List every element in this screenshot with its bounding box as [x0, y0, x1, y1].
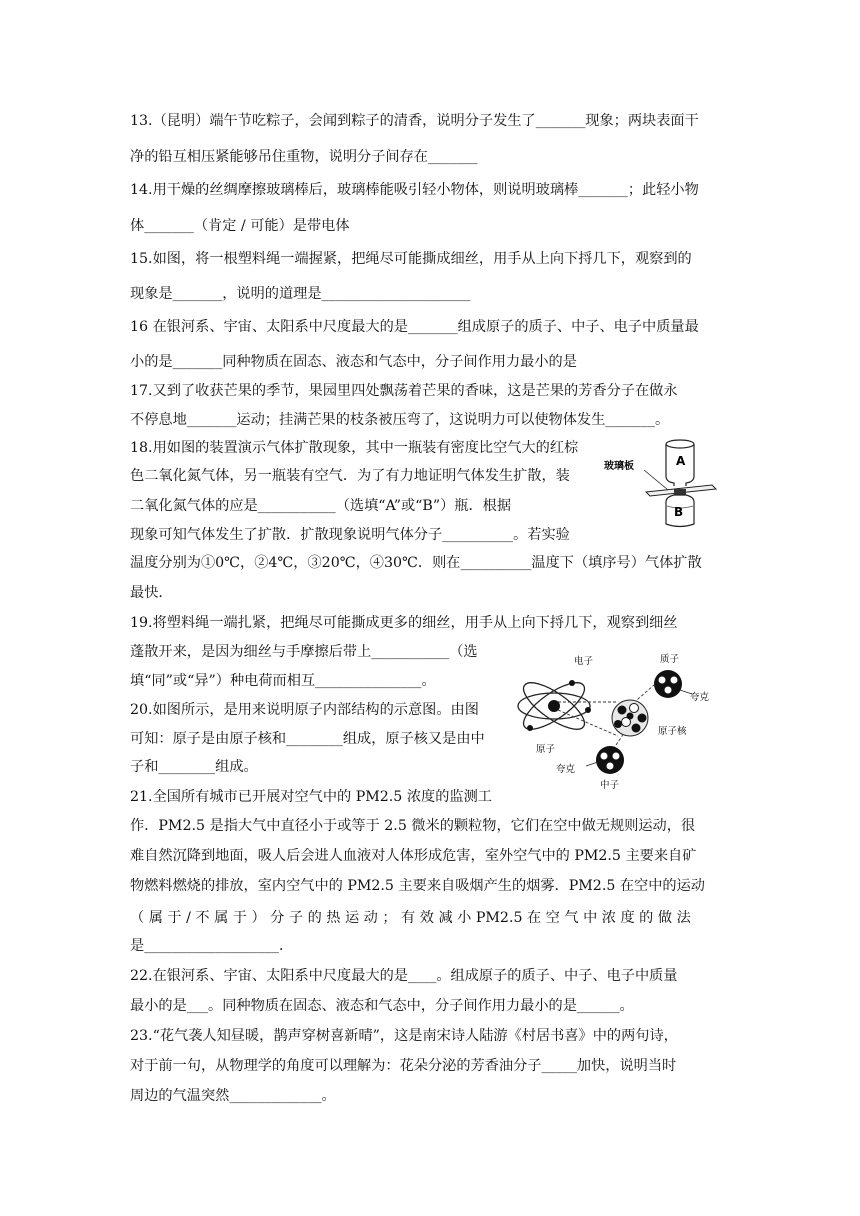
q20-line-1: 20.如图所示，是用来说明原子内部结构的示意图。由图: [130, 702, 479, 718]
quark-bottom-pointer: [586, 762, 598, 766]
glass-plate-label: 玻璃板: [604, 461, 634, 472]
q21-line-3: 难自然沉降到地面，吸人后会进人血液对人体形成危害，室外空气中的 PM2.5 主要来自矿: [130, 848, 697, 864]
electron-label: 电子: [574, 656, 594, 667]
q20-line-3: 子和________组成。: [130, 759, 258, 775]
q19-line-2: 蓬散开来，是因为细丝与手摩擦后带上___________（选: [130, 644, 478, 660]
atom-label: 原子: [536, 744, 556, 755]
neutron-label: 中子: [600, 780, 620, 791]
bottle-a-label: A: [676, 454, 686, 468]
q19-line-1: 19.将塑料绳一端扎紧，把绳尽可能撕成更多的细丝，用手从上向下捋几下，观察到细丝: [130, 615, 678, 631]
nucleus-drawing: [612, 700, 648, 736]
q21-line-2: 作．PM2.5 是指大气中直径小于或等于 2.5 微米的颗粒物，它们在空中做无规则运动，很: [130, 818, 696, 834]
q13-line-2: 净的铅互相压紧能够吊住重物，说明分子间存在_______: [130, 149, 478, 165]
atom-structure-figure: [514, 650, 730, 794]
q17-line-1: 17.又到了收获芒果的季节，果园里四处飘荡着芒果的香味，这是芒果的芳香分子在做永: [130, 383, 678, 399]
q18-line-6: 最快．: [130, 585, 173, 601]
proton-label: 质子: [660, 654, 680, 665]
q23-line-3: 周边的气温突然_____________。: [130, 1088, 336, 1104]
q21-line-1: 21.全国所有城市已开展对空气中的 PM2.5 浓度的监测工: [130, 789, 492, 805]
q21-line-6: 是___________________．: [130, 938, 294, 954]
bottle-b-label: B: [674, 505, 684, 519]
q20-line-2: 可知：原子是由原子核和________组成，原子核又是由中: [130, 731, 485, 747]
q14-line-1: 14.用干燥的丝绸摩擦玻璃棒后，玻璃棒能吸引轻小物体，则说明玻璃棒_______；此轻小物: [130, 182, 699, 198]
electron-dot-1: [569, 680, 575, 686]
q22-line-1: 22.在银河系、宇宙、太阳系中尺度最大的是____。组成原子的质子、中子、电子中质量: [130, 968, 678, 984]
nucleus-label: 原子核: [658, 726, 687, 737]
q18-line-1: 18.用如图的装置演示气体扩散现象，其中一瓶装有密度比空气大的红棕: [130, 440, 579, 456]
electron-dot-3: [585, 707, 591, 713]
q18-line-2: 色二氧化氮气体，另一瓶装有空气．为了有力地证明气体发生扩散，装: [130, 468, 570, 484]
q22-line-2: 最小的是___。同种物质在固态、液态和气态中，分子间作用力最小的是______。: [130, 998, 634, 1014]
q16-line-2: 小的是_______同种物质在固态、液态和气态中，分子间作用力最小的是: [130, 354, 577, 370]
quark-top-label: 夸克: [690, 692, 710, 703]
q23-line-2: 对于前一句，从物理学的角度可以理解为：花朵分泌的芳香油分子_____加快，说明当时: [130, 1058, 677, 1074]
q13-line-1: 13.（昆明）端午节吃粽子，会闻到粽子的清香，说明分子发生了_______现象；两块表面干: [130, 113, 699, 129]
q14-line-2: 体_______（肯定 / 可能）是带电体: [130, 218, 350, 234]
q18-line-4: 现象可知气体发生了扩散．扩散现象说明气体分子__________。若实验: [130, 527, 570, 543]
q15-line-2: 现象是_______，说明的道理是_____________________: [130, 286, 471, 302]
diffusion-bottles-figure: [604, 436, 720, 530]
q19-line-3: 填“同”或“异”）种电荷而相互_______________。: [130, 673, 436, 689]
q17-line-2: 不停息地_______运动；挂满芒果的枝条被压弯了，这说明力可以使物体发生_______。: [130, 412, 670, 428]
q21-line-4: 物燃料燃烧的排放，室内空气中的 PM2.5 主要来自吸烟产生的烟雾．PM2.5 在空中的运动: [130, 878, 705, 894]
q16-line-1: 16 在银河系、宇宙、太阳系中尺度最大的是_______组成原子的质子、中子、电子中质量最: [130, 319, 699, 335]
plate-pointer-line: [644, 470, 668, 490]
electron-dot-2: [527, 725, 533, 731]
q18-line-3: 二氧化氮气体的应是___________（选填“A”或“B”）瓶．根据: [130, 498, 512, 514]
proton-drawing: [654, 670, 682, 698]
quark-bottom-label: 夸克: [556, 764, 576, 775]
q21-line-5: （ 属 于 / 不 属 于 ） 分 子 的 热 运 动 ； 有 效 减 小 PM2.5 在 空 气 中 浓 度 的 做 法: [130, 910, 691, 926]
q18-line-5: 温度分别为①0℃，②4℃，③20℃，④30℃．则在__________温度下（填序号）气体扩散: [130, 555, 702, 571]
q15-line-1: 15.如图，将一根塑料绳一端握紧，把绳尽可能撕成细丝，用手从上向下捋几下，观察到的: [130, 251, 692, 267]
q23-line-1: 23.“花气袭人知昼暖，鹊声穿树喜新晴”，这是南宋诗人陆游《村居书喜》中的两句诗，: [130, 1028, 678, 1044]
neutron-drawing: [596, 746, 624, 774]
